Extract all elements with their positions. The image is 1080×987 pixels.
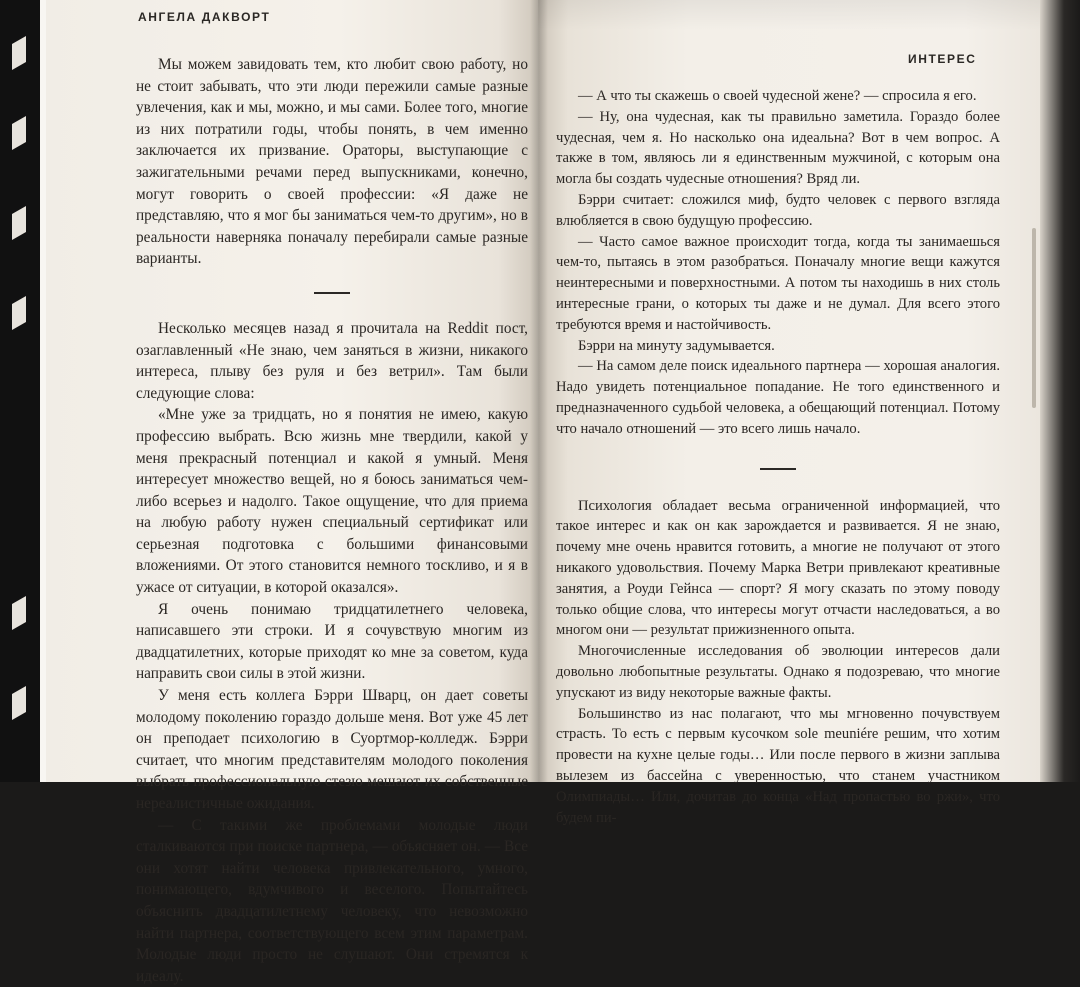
running-head-right: ИНТЕРЕС xyxy=(908,52,977,66)
paragraph: Несколько месяцев назад я прочитала на Reddit пост, озаглавленный «Не знаю, чем заняться в жизни, никакого интереса, плыву без руля и без ветрил». Там были следующие слова: xyxy=(136,319,528,402)
paragraph: Бэрри на минуту задумывается. xyxy=(578,337,775,354)
decor-stroke xyxy=(12,686,26,720)
decor-stroke xyxy=(12,596,26,630)
paragraph: — На самом деле поиск идеального партнера — хорошая аналогия. Надо увидеть потенциальное попадание. Не того единственного и предназначенного судьбой человека, а обещающий потенциал. Потому что начало отношений — это всего лишь начало. xyxy=(556,358,1000,437)
paragraph: Мы можем завидовать тем, кто любит свою работу, но не стоит забывать, что эти люди пережили самые разные увлечения, как и мы, можно, и мы сами. Более того, многие из них потратили годы, чтобы понять, в чем именно заключается их призвание. Ораторы, выступающие с зажигательными речами перед выпускниками, конечно, могут говорить о своей профессии: «Я даже не представляю, что я мог бы заниматься чем-то другим», но в реальности наверняка поначалу перебирали самые разные варианты. xyxy=(136,56,528,268)
page-edge xyxy=(40,0,46,782)
paragraph: «Мне уже за тридцать, но я понятия не имею, какую профессию выбрать. Всю жизнь мне твердили, какой у меня прекрасный потенциал и какой я умный. Меня интересует множество вещей, но я боюсь заниматься чем-либо всерьез и надолго. Такое ощущение, что для приема на любую работу нужен специальный сертификат или серьезная подготовка с большими финансовыми вложениями. От этого становится немного тоскливо, и я в ужасе от ситуации, в которой оказался». xyxy=(136,406,528,597)
paragraph: Психология обладает весьма ограниченной информацией, что такое интерес и как он как зарождается и развивается. Я не знаю, почему мне очень нравится готовить, а многие не получают от этого никакого удовольствия. Почему Марка Ветри привлекают креативные занятия, а Роуди Гейнса — спорт? Я могу сказать по этому поводу только общие слова, что интересы могут отчасти наследоваться, а во многом они — результат прижизненного опыта. xyxy=(556,497,1000,639)
book-spine xyxy=(530,0,548,782)
paragraph: — Ну, она чудесная, как ты правильно заметила. Гораздо более чудесная, чем я. Но насколько она идеальна? Вот в чем вопрос. А также в том, являюсь ли я единственным мужчиной, с которым она могла бы создать чудесные отношения? Вряд ли. xyxy=(556,108,1000,188)
paragraph: — Часто самое важное происходит тогда, когда ты занимаешься чем-то, пытаясь в этом разобраться. Поначалу многие вещи кажутся неинтересными и поверхностными. А потом ты находишь в них столь интересные грани, о которых ты даже и не думал. Для всего этого требуются время и настойчивость. xyxy=(556,233,1000,333)
paragraph: — С такими же проблемами молодые люди сталкиваются при поиске партнера, — объясняет он. — Все они хотят найти человека привлекательного, умного, понимающего, вдумчивого и веселого. Попытайтесь объяснить двадцатилетнему человеку, что невозможно найти партнера, соответствующего всем этим параметрам. Молодые люди просто не слушают. Они стремятся к идеалу. xyxy=(136,816,528,985)
paragraph: Многочисленные исследования об эволюции интересов дали довольно любопытные результаты. Однако я подозреваю, что многие упускают из виду некоторые важные факты. xyxy=(556,643,1000,701)
decor-stroke xyxy=(12,116,26,150)
decor-stroke xyxy=(12,36,26,70)
decor-stroke xyxy=(12,296,26,330)
paragraph: — А что ты скажешь о своей чудесной жене? — спросила я его. xyxy=(578,88,977,104)
page-edge-marker xyxy=(1032,228,1036,408)
open-book xyxy=(40,0,1040,985)
right-page-text xyxy=(556,86,1000,828)
background-right xyxy=(1040,0,1080,782)
section-separator xyxy=(760,468,796,470)
paragraph: У меня есть коллега Бэрри Шварц, он дает советы молодому поколению гораздо дольше меня. Вот уже 45 лет он преподает психологию в Суортмор-колледж. Бэрри считает, что многим представителям молодого поколения выбрать профессиональную стезю мешают их собственные нереалистичные ожидания. xyxy=(136,687,528,812)
left-page xyxy=(40,0,538,985)
paragraph: Большинство из нас полагают, что мы мгновенно почувствуем страсть. То есть с первым кусочком sole meuniére решим, что хотим провести на кухне целые годы… Или после первого в жизни заплыва вылезем из бассейна с уверенностью, что станем участником Олимпиады… Или, дочитав до конца «Над пропастью во ржи», что будем пи- xyxy=(556,705,1000,826)
left-page-text xyxy=(136,54,528,987)
page-shadow xyxy=(538,0,1040,30)
section-separator xyxy=(314,292,350,294)
right-page xyxy=(538,0,1040,826)
running-head-left: АНГЕЛА ДАКВОРТ xyxy=(138,10,271,24)
paragraph: Бэрри считает: сложился миф, будто человек с первого взгляда влюбляется в свою будущую профессию. xyxy=(556,191,1000,229)
background-left xyxy=(0,0,40,782)
decor-stroke xyxy=(12,206,26,240)
paragraph: Я очень понимаю тридцатилетнего человека, написавшего эти строки. И я сочувствую многим из двадцатилетних, которые приходят ко мне за советом, куда направить свои силы в этой жизни. xyxy=(136,600,528,683)
